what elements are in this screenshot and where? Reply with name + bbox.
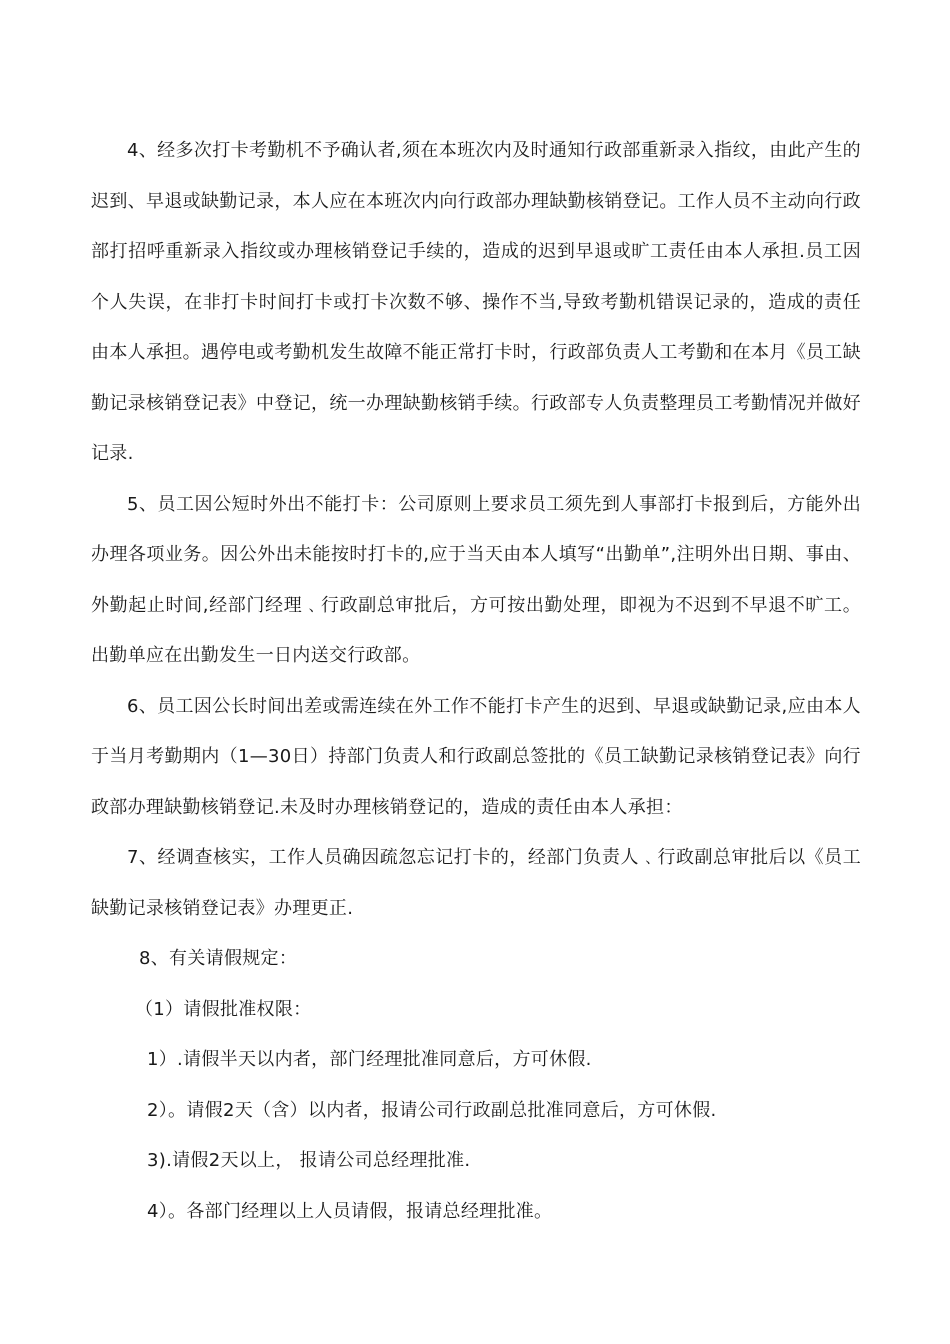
leave-rule-item-1: 1）.请假半天以内者，部门经理批准同意后，方可休假. bbox=[147, 1049, 592, 1070]
paragraph-6: 6、员工因公长时间出差或需连续在外工作不能打卡产生的迟到、早退或缺勤记录,应由本人于当月考勤期内（1—30日）持部门负责人和行政副总签批的《员工缺勤记录核销登记表》向行政部办理缺勤核销登记.未及时办理核销登记的，造成的责任由本人承担： bbox=[91, 695, 861, 818]
leave-rule-item-4: 4）。各部门经理以上人员请假，报请总经理批准。 bbox=[147, 1200, 553, 1222]
paragraph-7: 7、经调查核实，工作人员确因疏忽忘记打卡的，经部门负责人﹑行政副总审批后以《员工缺勤记录核销登记表》办理更正. bbox=[91, 847, 861, 919]
leave-rules-heading: 8、有关请假规定： bbox=[139, 948, 298, 969]
leave-rule-item-2: 2）。请假2天（含）以内者，报请公司行政副总批准同意后，方可休假. bbox=[147, 1099, 717, 1121]
leave-approval-subheading: （1）请假批准权限： bbox=[135, 998, 312, 1020]
paragraph-4: 4、经多次打卡考勤机不予确认者,须在本班次内及时通知行政部重新录入指纹，由此产生的迟到、早退或缺勤记录，本人应在本班次内向行政部办理缺勤核销登记。工作人员不主动向行政部打招呼重新录入指纹或办理核销登记手续的，造成的迟到早退或旷工责任由本人承担.员工因个人失误，在非打卡时间打卡或打卡次数不够、操作不当,导致考勤机错误记录的，造成的责任由本人承担。遇停电或考勤机发生故障不能正常打卡时，行政部负责人工考勤和在本月《员工缺勤记录核销登记表》中登记，统一办理缺勤核销手续。行政部专人负责整理员工考勤情况并做好记录. bbox=[91, 140, 861, 464]
leave-rule-item-3: 3).请假2天以上， 报请公司总经理批准. bbox=[147, 1150, 471, 1171]
paragraph-5: 5、员工因公短时外出不能打卡：公司原则上要求员工须先到人事部打卡报到后，方能外出办理各项业务。因公外出未能按时打卡的,应于当天由本人填写“出勤单”,注明外出日期、事由、外勤起止时间,经部门经理﹑行政副总审批后，方可按出勤处理，即视为不迟到不早退不旷工。出勤单应在出勤发生一日内送交行政部。 bbox=[91, 493, 861, 666]
document-body bbox=[91, 126, 861, 1237]
